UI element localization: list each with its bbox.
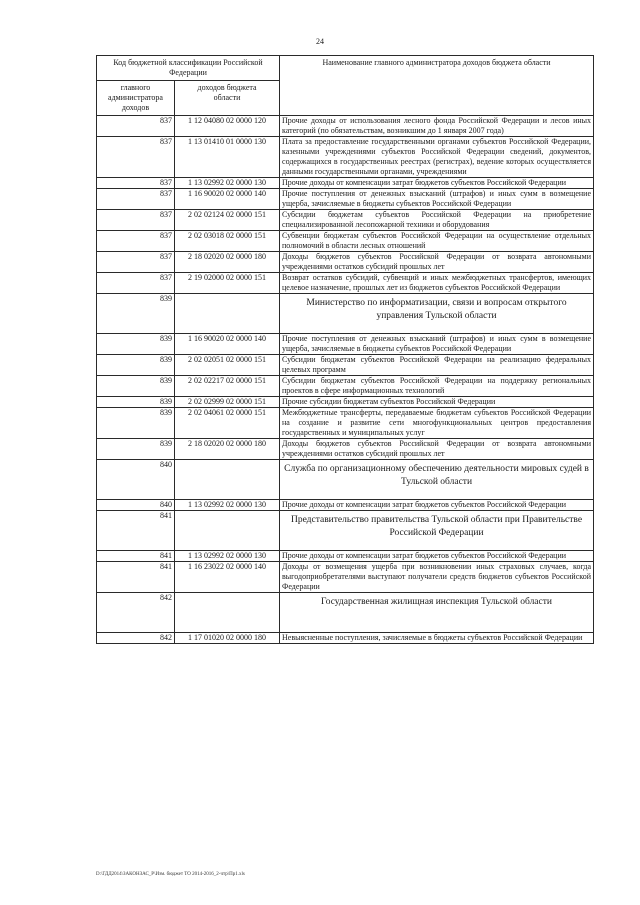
income-code bbox=[175, 294, 280, 334]
table-row bbox=[97, 231, 594, 252]
admin-code: 839 bbox=[97, 355, 175, 376]
income-description: Плата за предоставление государственными органами субъектов Российской Федерации, казенными учреждениями субъектов Российской Федерации сведений, документов, содержащихся в государственных реестрах (регистрах), ведение которых осуществляется данными государственными органами, учреждениями bbox=[280, 137, 594, 178]
income-code: 2 19 02000 02 0000 151 bbox=[175, 273, 280, 294]
admin-code: 837 bbox=[97, 231, 175, 252]
income-description: Субвенции бюджетам субъектов Российской Федерации на осуществление отдельных полномочий в области лесных отношений bbox=[280, 231, 594, 252]
income-code: 2 02 02124 02 0000 151 bbox=[175, 210, 280, 231]
table-row bbox=[97, 334, 594, 355]
header-admin-col: главного администратора доходов bbox=[97, 81, 175, 116]
section-row bbox=[97, 593, 594, 633]
income-description: Прочие поступления от денежных взысканий (штрафов) и иных сумм в возмещение ущерба, зачисляемые в бюджеты субъектов Российской Федерации bbox=[280, 334, 594, 355]
income-code: 2 02 02051 02 0000 151 bbox=[175, 355, 280, 376]
table-row bbox=[97, 210, 594, 231]
income-description: Субсидии бюджетам субъектов Российской Федерации на реализацию федеральных целевых программ bbox=[280, 355, 594, 376]
section-row bbox=[97, 511, 594, 551]
income-description: Возврат остатков субсидий, субвенций и иных межбюджетных трансфертов, имеющих целевое назначение, прошлых лет из бюджетов субъектов Российской Федерации bbox=[280, 273, 594, 294]
income-description: Невыясненные поступления, зачисляемые в бюджеты субъектов Российской Федерации bbox=[280, 633, 594, 644]
income-description: Прочие доходы от компенсации затрат бюджетов субъектов Российской Федерации bbox=[280, 551, 594, 562]
budget-classification-table bbox=[96, 55, 594, 644]
income-description: Межбюджетные трансферты, передаваемые бюджетам субъектов Российской Федерации на создание и развитие сети многофункциональных центров предоставления государственных и муниципальных услуг bbox=[280, 408, 594, 439]
income-description: Прочие поступления от денежных взысканий (штрафов) и иных сумм в возмещение ущерба, зачисляемые в бюджеты субъектов Российской Федерации bbox=[280, 189, 594, 210]
income-code: 2 18 02020 02 0000 180 bbox=[175, 252, 280, 273]
admin-code: 839 bbox=[97, 408, 175, 439]
admin-code: 840 bbox=[97, 500, 175, 511]
income-code: 1 13 02992 02 0000 130 bbox=[175, 551, 280, 562]
file-path-footer: D:\ГДД2014\ЗАКОНЗАС_Р\Изм. бюджет ТО 2014-2016_2-чтр\Пр1.xls bbox=[96, 872, 245, 877]
table-row bbox=[97, 273, 594, 294]
admin-code: 839 bbox=[97, 294, 175, 334]
table-row bbox=[97, 439, 594, 460]
header-code-group: Код бюджетной классификации Российской Федерации bbox=[97, 56, 280, 81]
admin-code: 837 bbox=[97, 116, 175, 137]
admin-code: 842 bbox=[97, 633, 175, 644]
section-title: Представительство правительства Тульской области при Правительстве Российской Федерации bbox=[280, 511, 594, 551]
income-description: Субсидии бюджетам субъектов Российской Федерации на поддержку региональных проектов в сфере информационных технологий bbox=[280, 376, 594, 397]
table-row bbox=[97, 252, 594, 273]
income-code: 1 17 01020 02 0000 180 bbox=[175, 633, 280, 644]
table-row bbox=[97, 376, 594, 397]
income-code: 1 13 02992 02 0000 130 bbox=[175, 178, 280, 189]
admin-code: 839 bbox=[97, 397, 175, 408]
table-header-row bbox=[97, 56, 594, 81]
income-description: Доходы бюджетов субъектов Российской Федерации от возврата автономными учреждениями остатков субсидий прошлых лет bbox=[280, 252, 594, 273]
section-title: Министерство по информатизации, связи и вопросам открытого управления Тульской области bbox=[280, 294, 594, 334]
income-code bbox=[175, 511, 280, 551]
income-code bbox=[175, 593, 280, 633]
table-row bbox=[97, 562, 594, 593]
table-row bbox=[97, 633, 594, 644]
income-description: Доходы бюджетов субъектов Российской Федерации от возврата автономными учреждениями остатков субсидий прошлых лет bbox=[280, 439, 594, 460]
income-code: 2 02 02217 02 0000 151 bbox=[175, 376, 280, 397]
table-row bbox=[97, 116, 594, 137]
admin-code: 837 bbox=[97, 273, 175, 294]
header-name-col: Наименование главного администратора доходов бюджета области bbox=[280, 56, 594, 116]
income-description: Субсидии бюджетам субъектов Российской Федерации на приобретение специализированной лесопожарной техники и оборудования bbox=[280, 210, 594, 231]
income-code bbox=[175, 460, 280, 500]
table-row bbox=[97, 137, 594, 178]
admin-code: 837 bbox=[97, 137, 175, 178]
admin-code: 837 bbox=[97, 252, 175, 273]
table-row bbox=[97, 178, 594, 189]
income-code: 1 16 90020 02 0000 140 bbox=[175, 334, 280, 355]
admin-code: 842 bbox=[97, 593, 175, 633]
income-description: Прочие доходы от компенсации затрат бюджетов субъектов Российской Федерации bbox=[280, 500, 594, 511]
table-row bbox=[97, 355, 594, 376]
income-description: Прочие субсидии бюджетам субъектов Российской Федерации bbox=[280, 397, 594, 408]
table-row bbox=[97, 408, 594, 439]
income-description: Прочие доходы от компенсации затрат бюджетов субъектов Российской Федерации bbox=[280, 178, 594, 189]
admin-code: 841 bbox=[97, 562, 175, 593]
table-row bbox=[97, 500, 594, 511]
admin-code: 839 bbox=[97, 376, 175, 397]
section-title: Служба по организационному обеспечению деятельности мировых судей в Тульской области bbox=[280, 460, 594, 500]
table-row bbox=[97, 551, 594, 562]
income-description: Прочие доходы от использования лесного фонда Российской Федерации и лесов иных категорий (по обязательствам, возникшим до 1 января 2007 года) bbox=[280, 116, 594, 137]
header-income-col: доходов бюджета области bbox=[175, 81, 280, 116]
admin-code: 841 bbox=[97, 511, 175, 551]
section-title: Государственная жилищная инспекция Тульской области bbox=[280, 593, 594, 633]
income-code: 2 18 02020 02 0000 180 bbox=[175, 439, 280, 460]
income-code: 2 02 03018 02 0000 151 bbox=[175, 231, 280, 252]
income-code: 1 13 01410 01 0000 130 bbox=[175, 137, 280, 178]
income-code: 1 16 90020 02 0000 140 bbox=[175, 189, 280, 210]
income-code: 1 12 04080 02 0000 120 bbox=[175, 116, 280, 137]
page-number: 24 bbox=[316, 37, 324, 46]
admin-code: 840 bbox=[97, 460, 175, 500]
section-row bbox=[97, 460, 594, 500]
section-row bbox=[97, 294, 594, 334]
admin-code: 839 bbox=[97, 439, 175, 460]
income-code: 1 13 02992 02 0000 130 bbox=[175, 500, 280, 511]
admin-code: 837 bbox=[97, 189, 175, 210]
admin-code: 837 bbox=[97, 178, 175, 189]
income-code: 1 16 23022 02 0000 140 bbox=[175, 562, 280, 593]
admin-code: 839 bbox=[97, 334, 175, 355]
admin-code: 837 bbox=[97, 210, 175, 231]
income-description: Доходы от возмещения ущерба при возникновении иных страховых случаев, когда выгодоприобретателями выступают получатели средств бюджетов субъектов Российской Федерации bbox=[280, 562, 594, 593]
table-row bbox=[97, 189, 594, 210]
income-code: 2 02 02999 02 0000 151 bbox=[175, 397, 280, 408]
income-code: 2 02 04061 02 0000 151 bbox=[175, 408, 280, 439]
admin-code: 841 bbox=[97, 551, 175, 562]
table-row bbox=[97, 397, 594, 408]
